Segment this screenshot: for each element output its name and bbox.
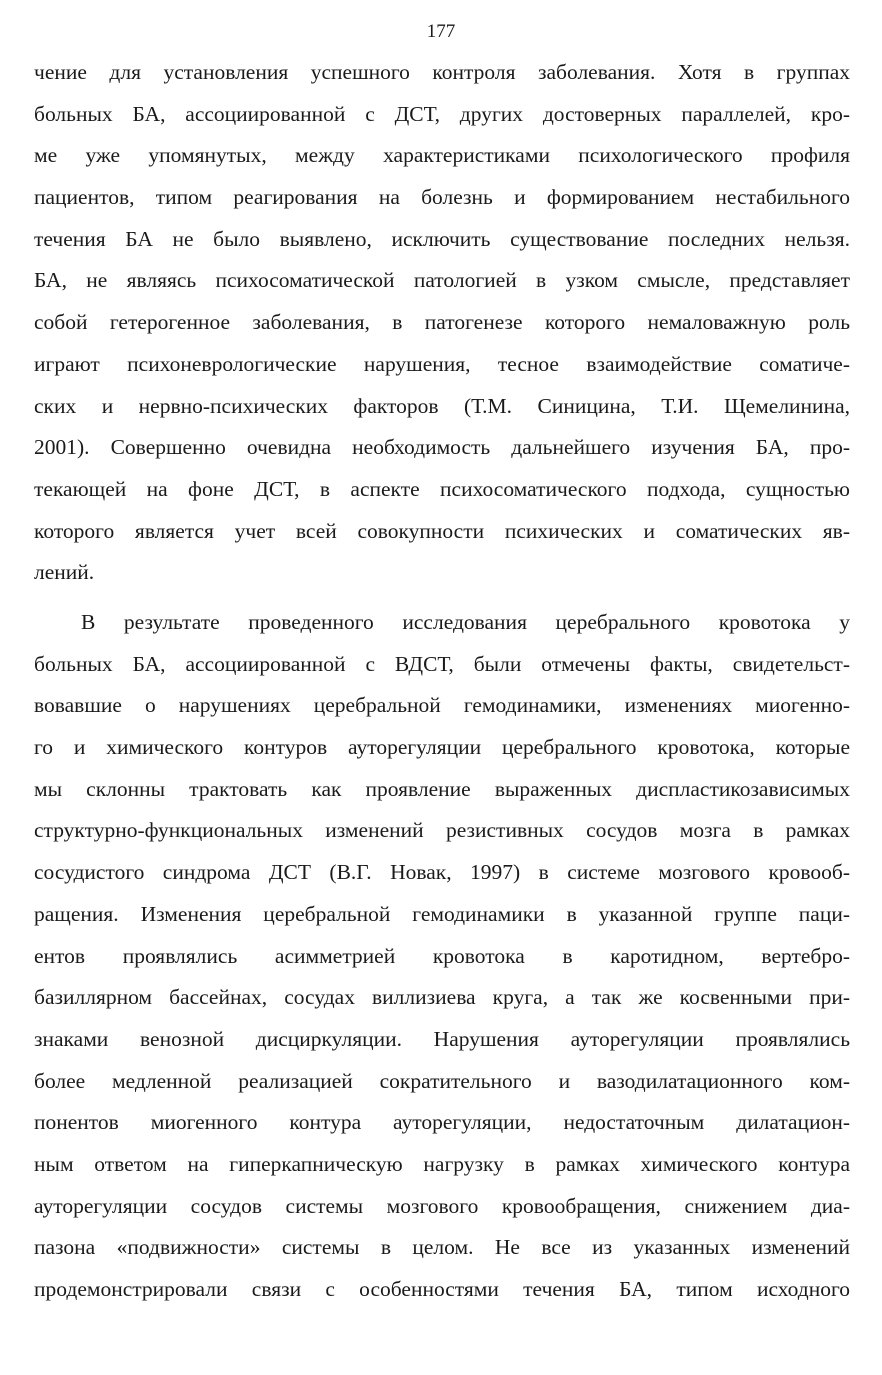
text-line: пазона «подвижности» системы в целом. Не все из указанных изменений <box>34 1235 850 1260</box>
text-line: ным ответом на гиперкапническую нагрузку в рамках химического контура <box>34 1151 850 1176</box>
text-line: чение для установления успешного контроля заболевания. Хотя в группах <box>34 60 850 84</box>
text-line: лений. <box>34 560 95 585</box>
text-line: ауторегуляции сосудов системы мозгового кровообращения, снижением диа- <box>34 1193 850 1218</box>
text-line: продемонстрировали связи с особенностями течения БА, типом исходного <box>34 1277 850 1301</box>
text-line: 2001). Совершенно очевидна необходимость дальнейшего изучения БА, про- <box>34 435 850 460</box>
text-line: В результате проведенного исследования церебрального кровотока у <box>81 610 850 634</box>
text-line: пациентов, типом реагирования на болезнь и формированием нестабильного <box>34 185 850 210</box>
text-line: го и химического контуров ауторегуляции церебрального кровотока, которые <box>34 735 850 760</box>
text-line: понентов миогенного контура ауторегуляции, недостаточным дилатацион- <box>34 1110 850 1135</box>
text-line: ме уже упомянутых, между характеристиками психологического профиля <box>34 143 850 168</box>
paragraph-1 <box>34 52 850 594</box>
text-line: собой гетерогенное заболевания, в патогенезе которого немаловажную роль <box>34 310 850 335</box>
text-line: мы склонны трактовать как проявление выраженных диспластикозависимых <box>34 776 850 801</box>
text-line: БА, не являясь психосоматической патологией в узком смысле, представляет <box>34 268 850 293</box>
text-line: сосудистого синдрома ДСТ (В.Г. Новак, 1997) в системе мозгового кровооб- <box>34 860 850 885</box>
text-line: которого является учет всей совокупности психических и соматических яв- <box>34 518 850 543</box>
text-line: больных БА, ассоциированной с ДСТ, других достоверных параллелей, кро- <box>34 101 850 126</box>
text-line: более медленной реализацией сократительного и вазодилатационного ком- <box>34 1068 850 1093</box>
text-line: ских и нервно-психических факторов (Т.М. Синицина, Т.И. Щемелинина, <box>34 393 850 418</box>
text-line: текающей на фоне ДСТ, в аспекте психосоматического подхода, сущностью <box>34 476 850 501</box>
text-line: базиллярном бассейнах, сосудах виллизиева круга, а так же косвенными при- <box>34 985 850 1010</box>
text-line: течения БА не было выявлено, исключить существование последних нельзя. <box>34 226 850 251</box>
text-line: знаками венозной дисциркуляции. Нарушения ауторегуляции проявлялись <box>34 1026 850 1051</box>
page-number: 177 <box>426 21 456 42</box>
text-line: вовавшие о нарушениях церебральной гемодинамики, изменениях миогенно- <box>34 693 850 718</box>
paragraph-2 <box>34 602 850 1311</box>
text-line: структурно-функциональных изменений резистивных сосудов мозга в рамках <box>34 818 850 843</box>
text-line: ращения. Изменения церебральной гемодинамики в указанной группе паци- <box>34 901 850 926</box>
text-line: ентов проявлялись асимметрией кровотока в каротидном, вертебро- <box>34 943 850 968</box>
text-line: играют психоневрологические нарушения, тесное взаимодействие соматиче- <box>34 351 850 376</box>
text-line: больных БА, ассоциированной с ВДСТ, были отмечены факты, свидетельст- <box>34 651 850 676</box>
